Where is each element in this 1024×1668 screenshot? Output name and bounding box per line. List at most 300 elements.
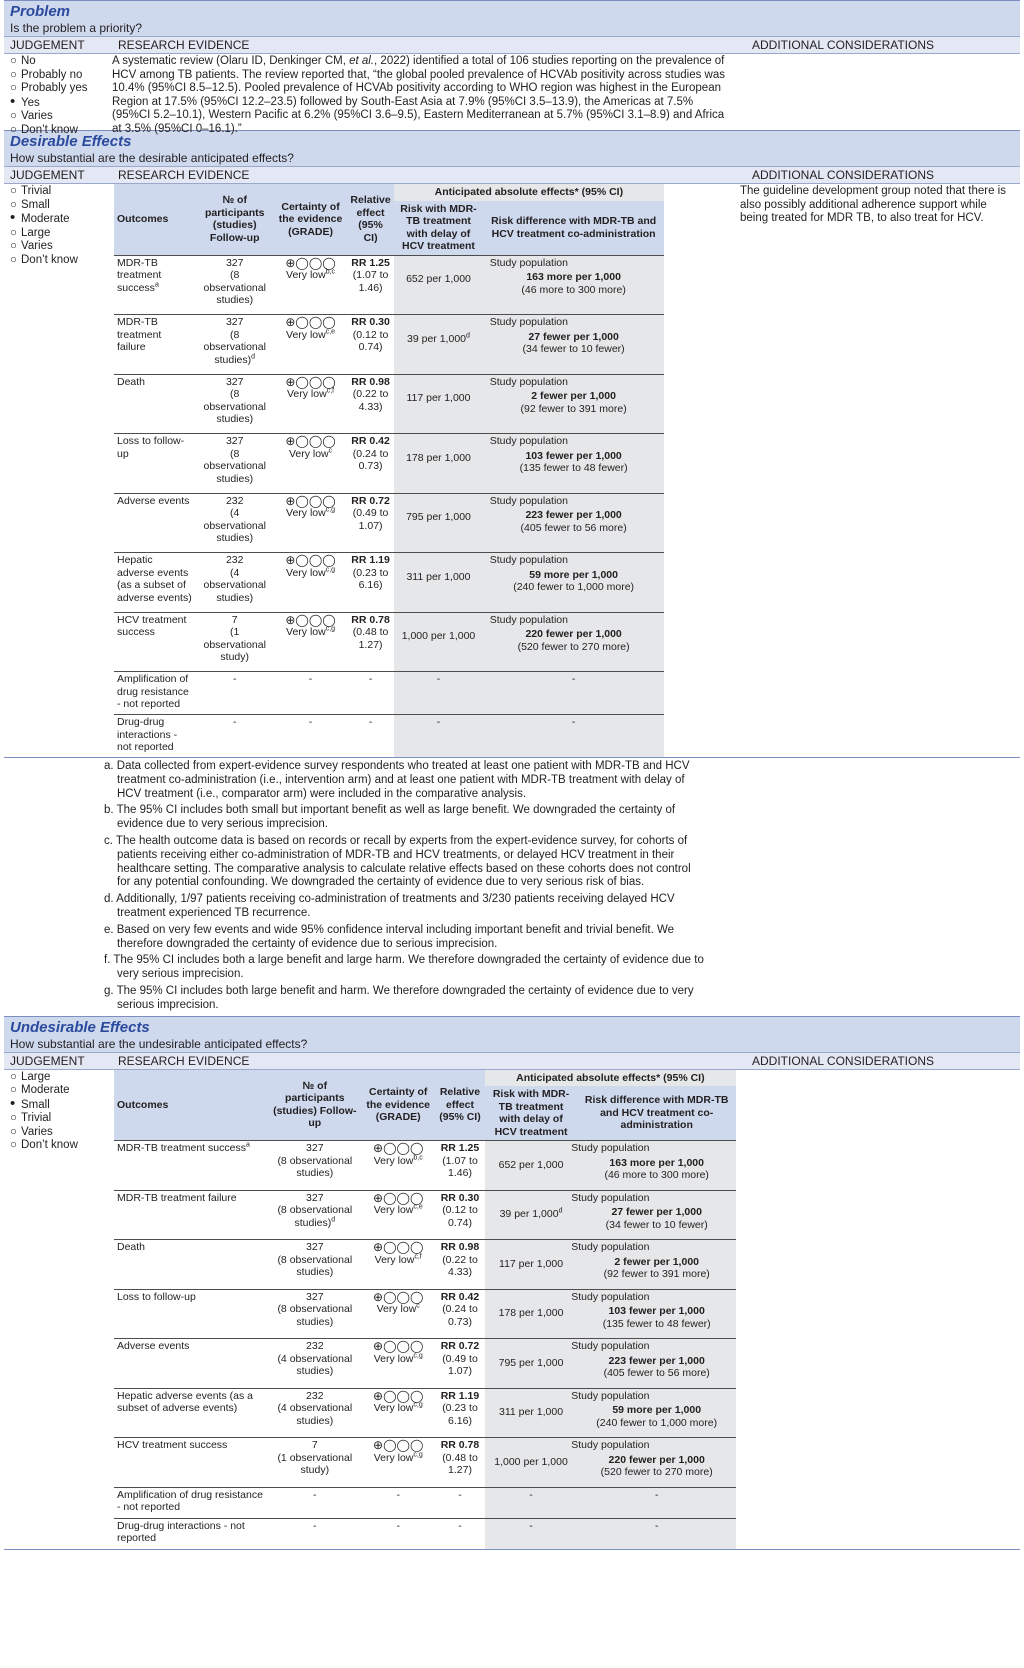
desirable-evidence-table [114,184,664,757]
th-risk: Risk with MDR-TB treatment with delay of HCV treatment [394,201,484,256]
relative-effect-value: RR 1.19 [440,1389,480,1402]
certainty-text: Very low [286,626,326,638]
risk-difference-ci: (240 fewer to 1,000 more) [596,1416,718,1429]
additional-considerations-header: ADDITIONAL CONSIDERATIONS [752,168,935,182]
baseline-risk: 39 per 1,000 [499,1208,559,1221]
bottom-divider [4,1549,1020,1550]
undesirable-column-headers [4,1052,1020,1069]
risk-difference-ci: (405 fewer to 56 more) [520,521,627,534]
th-certainty: Certainty of the evidence (GRADE) [274,184,348,255]
relative-effect-value: RR 1.25 [351,256,390,269]
participants-cell [268,1240,361,1290]
undesirable-evidence [106,1070,734,1549]
option-label: Don’t know [21,253,78,266]
participants-cell [196,553,274,613]
certainty-cell [361,1190,435,1240]
risk-difference-value: 223 fewer per 1,000 [608,1354,705,1367]
risk-difference-ci: (240 fewer to 1,000 more) [513,581,635,593]
outcome-cell [114,1339,268,1389]
outcome-cell [114,255,196,315]
studies-text: (8 observational studies) [277,1154,353,1180]
risk-difference-value: 103 fewer per 1,000 [608,1305,705,1318]
undesirable-option-4[interactable] [10,1126,106,1140]
grade-certainty-icon: ⊕◯◯◯ [285,493,336,508]
risk-difference-ci: (520 fewer to 270 more) [600,1466,713,1479]
outcome-name: Hepatic adverse events (as a subset of adverse events) [117,1389,253,1415]
certainty-label [364,1303,432,1316]
outcome-cell [114,553,196,613]
relative-effect-value: RR 0.30 [440,1191,480,1204]
outcome-name: Adverse events [117,494,190,507]
undesirable-option-2[interactable] [10,1094,106,1113]
risk-difference-value: 2 fewer per 1,000 [614,1255,699,1268]
relative-effect-ci: (0.12 to 0.74) [352,328,389,353]
participants-cell [196,374,274,434]
risk-difference-ci: (520 fewer to 270 more) [517,640,630,653]
outcome-name: MDR-TB treatment success [117,256,162,294]
problem-column-headers [4,36,1020,53]
grade-certainty-icon: ⊕◯◯◯ [373,1339,424,1354]
undesirable-option-5[interactable] [10,1139,106,1153]
relative-effect-value: RR 0.78 [440,1439,480,1452]
participants-cell [268,1190,361,1240]
relative-effect-cell [435,1388,484,1438]
grade-certainty-icon: ⊕◯◯◯ [373,1240,424,1255]
baseline-risk-footnote-ref: d [558,1207,563,1215]
footnote-f: f. The 95% CI includes both a large benefit and large harm. We therefore downgraded the certainty of evidence due to very serious imprecision. [104,954,704,981]
studies-count [271,1303,358,1328]
certainty-label [364,1452,432,1465]
risk-difference-cell [483,627,664,672]
certainty-text: Very low [373,1154,414,1167]
studies-count [199,448,271,486]
participants-cell [268,1438,361,1488]
relative-effect-ci: (0.12 to 0.74) [442,1204,478,1229]
relative-effect-ci: (0.23 to 6.16) [352,566,389,591]
relative-effect-cell [347,612,393,672]
additional-considerations-header: ADDITIONAL CONSIDERATIONS [752,1053,935,1068]
certainty-label [277,329,345,342]
relative-effect-cell [435,1289,484,1339]
undesirable-additional [734,1070,1020,1549]
baseline-risk-cell [485,1403,578,1438]
risk-difference-cell [483,449,664,494]
studies-text: (8 observational studies) [277,1204,353,1229]
option-label: Small [21,198,50,211]
risk-difference-cell [577,1354,736,1389]
studies-count [271,1452,358,1477]
additional-considerations-header: ADDITIONAL CONSIDERATIONS [752,38,935,52]
studies-text: (8 observational studies) [203,269,266,306]
certainty-cell [274,315,348,375]
studies-text: (4 observational studies) [203,566,266,604]
option-label: Large [21,226,51,239]
risk-difference-cell [577,1255,736,1290]
radio-circle-icon: ○ [10,185,17,197]
table-row [114,672,664,715]
undesirable-option-0[interactable] [10,1071,106,1085]
table-row [114,715,664,758]
grade-certainty-icon: ⊕◯◯◯ [285,315,336,329]
grade-certainty-icon: ⊕◯◯◯ [373,1190,424,1205]
baseline-risk-cell [485,1255,578,1290]
grade-certainty-icon: ⊕◯◯◯ [285,553,336,567]
certainty-text: Very low [288,447,329,460]
studies-count [271,1402,358,1427]
study-population-label: Study population [485,1240,736,1255]
option-label: Varies [21,240,53,252]
study-population-row [114,1388,736,1403]
study-population-label: Study population [485,1141,736,1156]
study-population-label: Study population [485,1289,736,1304]
outcome-name: Death [117,375,146,388]
certainty-label [364,1254,432,1267]
desirable-question: How substantial are the desirable anticipated effects? [10,151,294,165]
certainty-text-footnote-ref: b,c [325,268,336,276]
undesirable-option-3[interactable] [10,1112,106,1126]
judgement-header: JUDGEMENT [10,168,85,182]
certainty-cell [274,374,348,434]
grade-certainty-icon: ⊕◯◯◯ [373,1289,424,1304]
problem-evidence [106,54,734,135]
baseline-risk-cell [485,1304,578,1339]
certainty-cell [274,255,348,315]
not-reported-dash: - [196,672,274,715]
outcome-cell [114,1141,268,1191]
grade-certainty-icon: ⊕◯◯◯ [373,1438,424,1453]
outcome-cell [114,612,196,672]
study-population-row [114,434,664,449]
risk-difference-value: 163 more per 1,000 [526,271,621,283]
risk-difference-ci: (92 fewer to 391 more) [603,1268,710,1281]
relative-effect-cell [347,315,393,375]
grade-certainty-icon: ⊕◯◯◯ [285,255,336,270]
outcome-name: HCV treatment success [117,1439,228,1452]
undesirable-question: How substantial are the undesirable anticipated effects? [10,1036,308,1051]
participants-cell [268,1141,361,1191]
th-outcomes: Outcomes [114,184,196,255]
participants-count: 327 [225,435,244,447]
certainty-text-footnote-ref: c [416,1302,420,1310]
th-certainty: Certainty of the evidence (GRADE) [361,1070,435,1141]
option-label: Varies [21,110,53,122]
not-reported-dash: - [274,715,348,758]
risk-difference-cell [483,330,664,375]
certainty-text-footnote-ref: c,g [413,1451,423,1459]
certainty-text: Very low [287,388,327,400]
relative-effect-ci: (0.48 to 1.27) [442,1451,478,1477]
problem-option-2[interactable] [10,82,106,96]
problem-option-1[interactable] [10,69,106,83]
risk-difference-ci: (405 fewer to 56 more) [603,1367,710,1380]
radio-circle-icon: ○ [10,82,17,94]
radio-circle-icon: ○ [10,110,17,122]
certainty-text: Very low [373,1451,414,1464]
baseline-risk-cell [394,508,484,553]
study-population-label: Study population [394,434,664,449]
th-outcomes: Outcomes [114,1070,268,1141]
footnotes [4,758,704,1013]
certainty-label [277,567,345,580]
baseline-risk-cell [394,449,484,494]
study-population-label: Study population [485,1388,736,1403]
problem-evidence-text-post: , 2022) identified a total of 106 studies reporting on the prevalence of HCV among TB patients. The review reported that, “the global pooled prevalence of HCVAb positivity across studies was 10.4% (95%CI 8.5–12.5). Pooled prevalence of HCVAb positivity according to WHO region was highest in the European Region at 17.5% (95%CI 12.2–23.5) followed by South-East Asia at 7.9% (95%CI 3.5–13.9), the Americas at 7.5% (95%CI 5.2–10.1), Western Pacific at 6.2% (95%CI 3.6–9.5), Eastern Mediterranean at 5.7% (95%CI 3.1–8.9) and Africa at 3.5% (95%CI 0–16.1).” [112,55,726,135]
research-evidence-header: RESEARCH EVIDENCE [118,1053,250,1068]
outcome-name-footnote-ref: a [154,281,159,288]
baseline-risk-cell [485,1205,578,1240]
baseline-risk-cell [394,270,484,315]
risk-difference-cell [483,508,664,553]
study-population-row [114,1190,736,1205]
relative-effect-ci: (0.49 to 1.07) [442,1352,478,1378]
relative-effect-value: RR 0.98 [440,1241,480,1254]
not-reported-dash: - [435,1487,484,1518]
participants-cell [268,1289,361,1339]
problem-option-0[interactable] [10,55,106,69]
not-reported-dash: - [485,1487,578,1518]
relative-effect-ci: (0.49 to 1.07) [352,507,389,532]
baseline-risk-cell [485,1354,578,1389]
relative-effect-cell [347,553,393,613]
participants-cell [196,493,274,553]
relative-effect-cell [435,1190,484,1240]
study-population-label: Study population [394,553,664,568]
option-label: Moderate [21,1084,70,1097]
th-relative: Relative effect (95% CI) [347,184,393,255]
desirable-option-4[interactable] [10,240,106,254]
desirable-option-0[interactable] [10,185,106,199]
study-population-row [114,255,664,270]
certainty-label [277,507,345,520]
not-reported-dash: - [577,1487,736,1518]
certainty-label [364,1155,432,1168]
certainty-label [364,1402,432,1415]
studies-text: (8 observational studies) [203,388,266,425]
th-difference: Risk difference with MDR-TB and HCV treatment co-administration [483,201,664,256]
desirable-column-headers [4,166,1020,183]
risk-difference-cell [577,1205,736,1240]
outcome-cell [114,493,196,553]
undesirable-header [4,1016,1020,1052]
baseline-risk: 117 per 1,000 [406,392,471,404]
study-population-row [114,315,664,330]
baseline-risk-cell [394,389,484,434]
certainty-text: Very low [286,566,326,579]
participants-count: 232 [225,554,244,566]
baseline-risk-cell [394,627,484,672]
certainty-text: Very low [286,507,326,519]
participants-count: 7 [311,1439,318,1452]
option-label: Probably yes [21,82,88,94]
outcome-name: Drug-drug interactions - not reported [114,1518,268,1549]
outcome-cell [114,1190,268,1240]
outcome-name: MDR-TB treatment failure [117,316,162,353]
study-population-label: Study population [394,315,664,330]
outcome-name: Hepatic adverse events (as a subset of adverse events) [117,554,192,604]
baseline-risk: 117 per 1,000 [499,1257,564,1270]
baseline-risk: 1,000 per 1,000 [494,1455,568,1468]
outcome-name: Amplification of drug resistance - not reported [114,672,196,715]
studies-count [199,626,271,664]
option-label: Yes [21,96,40,109]
certainty-text-footnote-ref: c,g [413,1401,423,1409]
radio-circle-icon: ○ [10,198,17,211]
baseline-risk: 652 per 1,000 [498,1158,564,1171]
study-population-row [114,553,664,568]
option-label: Probably no [21,68,83,81]
participants-count: 327 [306,1142,324,1155]
studies-text: (4 observational studies) [203,507,266,544]
footnote-a: a. Data collected from expert-evidence survey respondents who treated at least one patient with MDR-TB and HCV treatment co-administration (i.e., intervention arm) and at least one patient with MDR-TB treatment with delay of HCV treatment (i.e., comparator arm) were included in the comparative analysis. [104,760,690,800]
desirable-option-1[interactable] [10,199,106,213]
certainty-cell [274,493,348,553]
problem-header [4,0,1020,36]
participants-count: 327 [306,1241,324,1254]
outcome-name: HCV treatment success [117,613,187,638]
participants-cell [196,612,274,672]
certainty-cell [361,1438,435,1488]
radio-circle-icon: ○ [10,226,17,239]
filled-bullet-icon: • [10,209,16,226]
option-label: No [21,55,36,67]
undesirable-row [4,1069,1020,1549]
radio-circle-icon: ○ [10,55,17,67]
risk-difference-value: 59 more per 1,000 [529,568,618,581]
studies-text: (8 observational studies) [277,1253,353,1279]
not-reported-dash: - [347,715,393,758]
relative-effect-cell [347,255,393,315]
filled-bullet-icon: • [10,92,16,110]
certainty-cell [274,553,348,613]
option-label: Moderate [21,213,70,225]
not-reported-dash: - [361,1518,435,1549]
certainty-text-footnote-ref: c [328,447,333,454]
not-reported-dash: - [485,1518,578,1549]
option-label: Don’t know [21,123,78,136]
risk-difference-cell [483,568,664,613]
certainty-text-footnote-ref: c,g [325,506,336,514]
baseline-risk: 795 per 1,000 [406,511,471,523]
relative-effect-ci: (0.24 to 0.73) [352,447,389,472]
studies-text: (1 observational study) [277,1451,353,1477]
studies-count [271,1155,358,1180]
certainty-cell [361,1388,435,1438]
grade-certainty-icon: ⊕◯◯◯ [285,374,336,389]
undesirable-evidence-table [114,1070,736,1549]
participants-cell [196,315,274,375]
outcome-name: MDR-TB treatment failure [117,1191,237,1204]
radio-circle-icon: ○ [10,1125,17,1138]
not-reported-dash: - [435,1518,484,1549]
relative-effect-ci: (1.07 to 1.46) [442,1154,478,1180]
radio-circle-icon: ○ [10,68,17,81]
desirable-option-3[interactable] [10,227,106,241]
baseline-risk: 1,000 per 1,000 [401,630,476,642]
studies-count [199,269,271,307]
risk-difference-cell [577,1403,736,1438]
relative-effect-ci: (0.48 to 1.27) [352,626,389,651]
option-label: Varies [21,1125,53,1138]
problem-additional [734,54,1020,130]
relative-effect-ci: (0.23 to 6.16) [442,1402,478,1427]
not-reported-dash: - [483,672,664,715]
table-row [114,1518,736,1549]
participants-count: 327 [225,256,244,269]
certainty-label [364,1353,432,1366]
desirable-option-5[interactable] [10,254,106,268]
risk-difference-ci: (46 more to 300 more) [521,283,626,296]
outcome-name: Adverse events [117,1340,190,1353]
studies-text: (8 observational studies) [277,1303,353,1328]
study-population-row [114,1339,736,1354]
risk-difference-value: 103 fewer per 1,000 [525,449,622,462]
study-population-label: Study population [485,1190,736,1205]
desirable-option-2[interactable] [10,209,106,227]
relative-effect-cell [347,434,393,494]
outcome-cell [114,434,196,494]
certainty-cell [361,1339,435,1389]
desirable-evidence [106,184,734,757]
baseline-risk: 652 per 1,000 [406,273,471,285]
problem-option-4[interactable] [10,110,106,124]
certainty-text-footnote-ref: c,e [413,1203,423,1211]
certainty-text-footnote-ref: c,g [325,566,336,573]
judgement-header: JUDGEMENT [10,1053,85,1068]
participants-count: 327 [306,1191,324,1204]
outcome-cell [114,315,196,375]
relative-effect-cell [435,1339,484,1389]
risk-difference-ci: (46 more to 300 more) [604,1169,709,1182]
study-population-label: Study population [394,255,664,270]
risk-difference-ci: (135 fewer to 48 fewer) [602,1317,711,1330]
undesirable-title: Undesirable Effects [10,1018,150,1036]
problem-evidence-etal: et al. [349,55,375,67]
judgement-header: JUDGEMENT [10,38,85,52]
problem-title: Problem [10,3,71,20]
problem-evidence-text-pre: A systematic review (Olaru ID, Denkinger CM, [112,55,350,67]
radio-circle-icon: ○ [10,1139,17,1152]
risk-difference-value: 27 fewer per 1,000 [611,1206,702,1219]
participants-count: 232 [306,1340,324,1353]
studies-text: (8 observational studies) [203,328,266,366]
studies-count [199,388,271,426]
option-label: Don’t know [21,1139,78,1152]
certainty-cell [274,434,348,494]
not-reported-dash: - [577,1518,736,1549]
th-participants: № of participants (studies) Follow-up [268,1070,361,1141]
problem-options [4,54,106,136]
not-reported-dash: - [274,672,348,715]
relative-effect-value: RR 0.78 [351,613,390,626]
baseline-risk-cell [485,1156,578,1191]
radio-circle-icon: ○ [10,123,17,136]
research-evidence-header: RESEARCH EVIDENCE [118,168,250,182]
risk-difference-cell [577,1304,736,1339]
not-reported-dash: - [394,715,484,758]
participants-cell [268,1388,361,1438]
option-label: Small [21,1098,50,1111]
study-population-row [114,374,664,389]
footnote-c: c. The health outcome data is based on records or recall by experts from the expert-evidence survey, for cohorts of patients receiving either co-administration of MDR-TB and HCV treatments, or delayed HCV treatment in their healthcare setting. The comparative analysis to calculate relative effects based on these cohorts does not control for any potential confounding. We downgraded the certainty of evidence due to very serious risk of bias. [104,834,691,889]
risk-difference-value: 27 fewer per 1,000 [528,330,619,343]
participants-cell [196,255,274,315]
risk-difference-value: 220 fewer per 1,000 [608,1453,705,1466]
risk-difference-ci: (92 fewer to 391 more) [520,402,627,415]
studies-text-footnote-ref: d [331,1216,336,1224]
undesirable-option-1[interactable] [10,1084,106,1098]
relative-effect-value: RR 0.42 [351,435,390,447]
problem-option-3[interactable] [10,92,106,111]
